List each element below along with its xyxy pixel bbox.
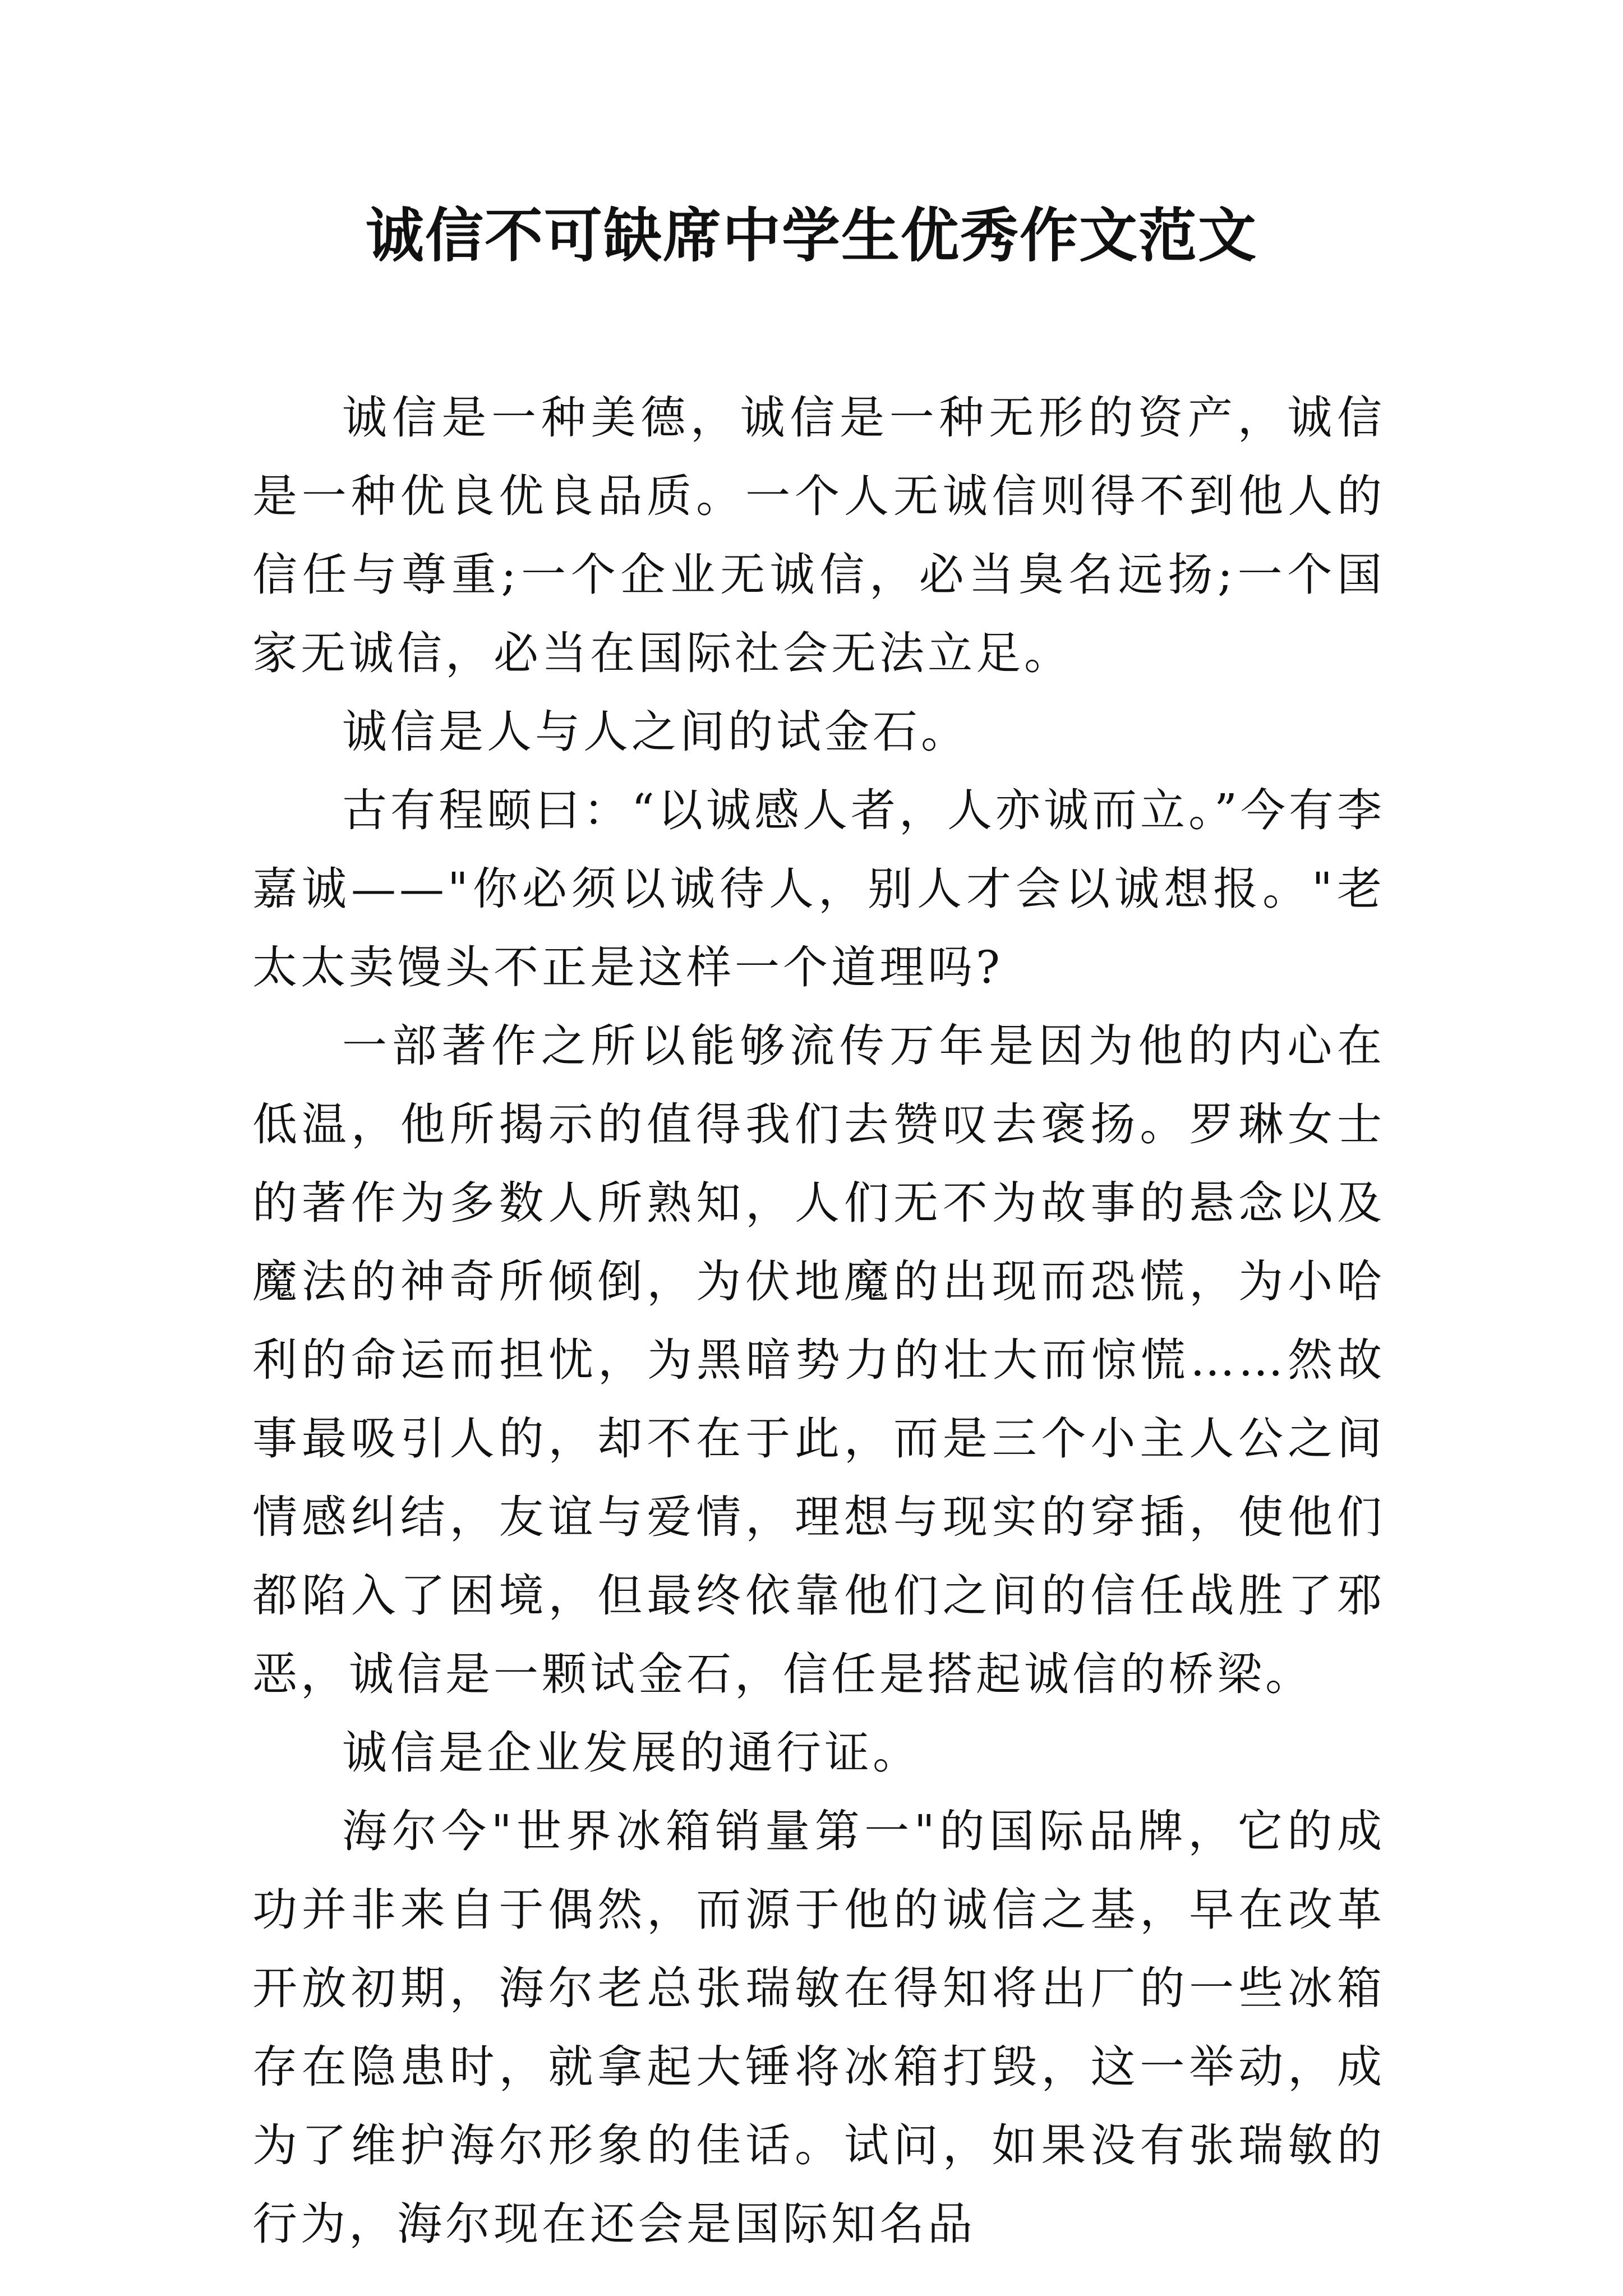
paragraph: 海尔今"世界冰箱销量第一"的国际品牌，它的成功并非来自于偶然，而源于他的诚信之基，早在改革开放初期，海尔老总张瑞敏在得知将出厂的一些冰箱存在隐患时，就拿起大锤将冰箱打毁，这一举动，成为了维护海尔形象的佳话。试问，如果没有张瑞敏的行为，海尔现在还会是国际知名品: [252, 1805, 1385, 2250]
paragraph: 诚信是一种美德，诚信是一种无形的资产，诚信是一种优良优良品质。一个人无诚信则得不到他人的信任与尊重;一个企业无诚信，必当臭名远扬;一个国家无诚信，必当在国际社会无法立足。: [252, 392, 1385, 679]
paragraph: 一部著作之所以能够流传万年是因为他的内心在低温，他所揭示的值得我们去赞叹去褒扬。罗琳女士的著作为多数人所熟知，人们无不为故事的悬念以及魔法的神奇所倾倒，为伏地魔的出现而恐慌，为小哈利的命运而担忧，为黑暗势力的壮大而惊慌……然故事最吸引人的，却不在于此，而是三个小主人公之间情感纠结，友谊与爱情，理想与现实的穿插，使他们都陷入了困境，但最终依靠他们之间的信任战胜了邪恶，诚信是一颗试金石，信任是搭起诚信的桥梁。: [252, 1020, 1385, 1700]
paragraph: 古有程颐曰：“以诚感人者，人亦诚而立。”今有李嘉诚——"你必须以诚待人，别人才会以诚想报。"老太太卖馒头不正是这样一个道理吗?: [252, 784, 1385, 993]
paragraph: 诚信是人与人之间的试金石。: [342, 706, 969, 758]
document-body: [252, 379, 1385, 2263]
document-title: 诚信不可缺席中学生优秀作文范文: [365, 201, 1257, 270]
paragraph: 诚信是企业发展的通行证。: [342, 1727, 921, 1779]
